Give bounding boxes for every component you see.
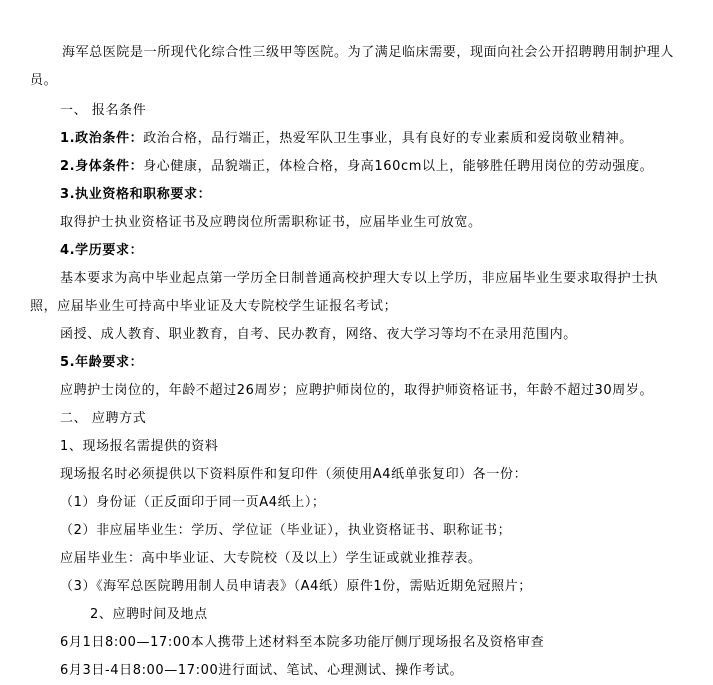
condition-physical-text: 身心健康，品貌端正，体检合格，身高160cm以上，能够胜任聘用岗位的劳动强度。 [143,159,654,174]
condition-physical [60,159,653,175]
condition-qualification-label: 3.执业资格和职称要求： [60,187,212,202]
section-2-heading: 二、 应聘方式 [60,411,147,426]
condition-political-label: 1.政治条件： [60,131,144,146]
condition-education-line-1: 基本要求为高中毕业起点第一学历全日制普通高校护理大专以上学历，非应届毕业生要求取得护士执 [60,271,659,286]
materials-intro: 现场报名时必须提供以下资料原件和复印件（须使用A4纸单张复印）各一份： [60,467,528,482]
condition-political [60,131,633,147]
intro-line-1: 海军总医院是一所现代化综合性三级甲等医院。为了满足临床需要，现面向社会公开招聘聘用制护理人 [62,45,675,60]
condition-education-line-3: 函授、成人教育、职业教育，自考、民办教育，网络、夜大学习等均不在录用范围内。 [60,327,577,342]
section-1-heading: 一、 报名条件 [60,103,147,118]
intro-line-2: 员。 [30,73,58,88]
schedule-item-1: 6月1日8:00—17:00本人携带上述材料至本院多功能厅侧厅现场报名及资格审查 [60,635,545,650]
condition-age-label: 5.年龄要求： [60,355,144,370]
condition-qualification-text: 取得护士执业资格证书及应聘岗位所需职称证书，应届毕业生可放宽。 [60,215,482,230]
materials-item-2: （2）非应届毕业生：学历、学位证（毕业证），执业资格证书、职称证书； [60,523,512,538]
schedule-heading: 2、应聘时间及地点 [90,607,208,622]
condition-physical-label: 2.身体条件： [60,159,144,174]
materials-heading: 1、现场报名需提供的资料 [60,439,219,454]
condition-education-line-2: 照，应届毕业生可持高中毕业证及大专院校学生证报名考试； [30,299,398,314]
materials-item-3: （3）《海军总医院聘用制人员申请表》（A4纸）原件1份，需贴近期免冠照片； [60,579,532,594]
schedule-item-2: 6月3日-4日8:00—17:00进行面试、笔试、心理测试、操作考试。 [60,663,464,678]
condition-age-text: 应聘护士岗位的，年龄不超过26周岁；应聘护师岗位的，取得护师资格证书，年龄不超过30周岁。 [60,383,654,398]
materials-item-1: （1）身份证（正反面印于同一页A4纸上）； [60,495,326,510]
materials-item-2b: 应届毕业生：高中毕业证、大专院校（及以上）学生证或就业推荐表。 [60,551,482,566]
condition-political-text: 政治合格，品行端正，热爱军队卫生事业，具有良好的专业素质和爱岗敬业精神。 [143,131,633,146]
condition-education-label: 4.学历要求： [60,243,144,258]
